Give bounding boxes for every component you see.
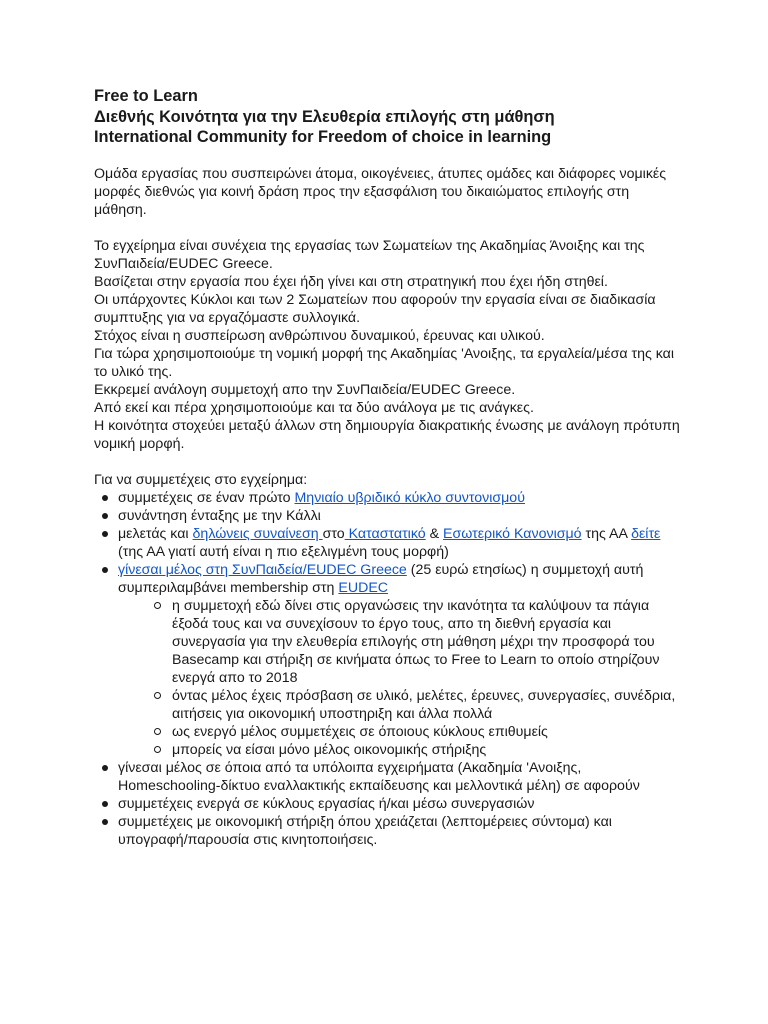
body-line: Εκκρεμεί ανάλογη συμμετοχή απο την ΣυνΠαιδεία/EUDEC Greece. <box>94 381 516 398</box>
bullet-text: (25 ευρώ ετησίως) η συμμετοχή αυτή συμπεριλαμβάνει membership στη <box>118 561 644 596</box>
list-item <box>118 561 684 759</box>
document-title <box>94 86 684 148</box>
bullet-text: & <box>425 525 443 542</box>
list-item <box>118 759 684 795</box>
body-paragraph <box>94 237 684 453</box>
intro-paragraph: Ομάδα εργασίας που συσπειρώνει άτομα, οικογένειες, άτυπες ομάδες και διάφορες νομικές μορφές διεθνώς για κοινή δράση προς την εξασφάλιση του δικαιώματος επιλογής στη μάθηση. <box>94 165 667 218</box>
see-link[interactable]: δείτε <box>631 525 661 542</box>
membership-sublist <box>118 597 684 759</box>
statute-link[interactable]: Καταστατικό <box>344 525 426 542</box>
list-item <box>118 489 684 507</box>
title-line-1: Free to Learn <box>94 87 198 105</box>
document-page <box>94 86 684 849</box>
sub-list-item: όντας μέλος έχεις πρόσβαση σε υλικό, μελέτες, έρευνες, συνεργασίες, συνέδρια, αιτήσεις για οικονομική υποστηριξη και άλλα πολλά <box>172 687 684 723</box>
bullet-text: (της ΑΑ γιατί αυτή είναι η πιο εξελιγμένη τους μορφή) <box>118 543 449 560</box>
body-line: Για τώρα χρησιμοποιούμε τη νομική μορφή της Ακαδημίας 'Ανοιξης, τα εργαλεία/μέσα της και το υλικό της. <box>94 345 675 380</box>
bullet-text: συνάντηση ένταξης με την Κάλλι <box>118 507 321 524</box>
participation-list <box>94 489 684 849</box>
sub-list-item: ως ενεργό μέλος συμμετέχεις σε όποιους κύκλους επιθυμείς <box>172 723 684 741</box>
bullet-text: συμμετέχεις ενεργά σε κύκλους εργασίας ή/και μέσω συνεργασιών <box>118 795 535 812</box>
sub-list-item: η συμμετοχή εδώ δίνει στις οργανώσεις την ικανότητα τα καλύψουν τα πάγια έξοδά τους και να συνεχίσουν το έργο τους, απο τη διεθνή εργασία και συνεργασία για την ελευθερία επιλογής στη μάθηση μέχρι την προσφορά του Basecamp και στήριξη σε κινήματα όπως το Free to Learn το οποίο στηρίζουν ενεργά απο το 2018 <box>172 597 684 687</box>
body-line: Το εγχείρημα είναι συνέχεια της εργασίας των Σωματείων της Ακαδημίας Άνοιξης και της ΣυνΠαιδεία/EUDEC Greece. <box>94 237 645 272</box>
body-line: Στόχος είναι η συσπείρωση ανθρώπινου δυναμικού, έρευνας και υλικού. <box>94 327 545 344</box>
internal-regulation-link[interactable]: Εσωτερικό Κανονισμό <box>443 525 582 542</box>
bullet-text: στο <box>322 525 345 542</box>
bullet-text: της ΑΑ <box>581 525 632 542</box>
body-line: Οι υπάρχοντες Κύκλοι και των 2 Σωματείων που αφορούν την εργασία είναι σε διαδικασία συμπτυξης για να εργαζόμαστε συλλογικά. <box>94 291 656 326</box>
body-line: Από εκεί και πέρα χρησιμοποιούμε και τα δύο ανάλογα με τις ανάγκες. <box>94 399 534 416</box>
body-line: Βασίζεται στην εργασία που έχει ήδη γίνει και στη στρατηγική που έχει ήδη στηθεί. <box>94 273 608 290</box>
bullet-text: γίνεσαι μέλος σε όποια από τα υπόλοιπα εγχειρήματα (Ακαδημία 'Ανοιξης, Homeschooling-δίκτυο εναλλακτικής εκπαίδευσης και μελλοντικά μέλη) σε αφορούν <box>118 759 640 794</box>
consent-link[interactable]: δηλώνεις συναίνεση <box>192 525 323 542</box>
body-line: Η κοινότητα στοχεύει μεταξύ άλλων στη δημιουργία διακρατικής ένωσης με ανάλογη πρότυπη νομική μορφή. <box>94 417 680 452</box>
list-item <box>118 795 684 813</box>
bullet-text: συμμετέχεις σε έναν πρώτο <box>118 489 295 506</box>
title-line-2: Διεθνής Κοινότητα για την Ελευθερία επιλογής στη μάθηση <box>94 107 555 126</box>
sub-list-item: μπορείς να είσαι μόνο μέλος οικονομικής στήριξης <box>172 741 684 759</box>
eudec-link[interactable]: EUDEC <box>338 579 389 596</box>
synpaideia-membership-link[interactable]: γίνεσαι μέλος στη ΣυνΠαιδεία/EUDEC Greece <box>118 561 407 578</box>
bullet-text: μελετάς και <box>118 525 193 542</box>
list-item <box>118 507 684 525</box>
list-item <box>118 813 684 849</box>
participate-heading: Για να συμμετέχεις στο εγχείρημα: <box>94 471 308 488</box>
list-item <box>118 525 684 561</box>
title-line-3: International Community for Freedom of choice in learning <box>94 128 552 146</box>
bullet-text: συμμετέχεις με οικονομική στήριξη όπου χρειάζεται (λεπτομέρειες σύντομα) και υπογραφή/παρουσία στις κινητοποιήσεις. <box>118 813 612 848</box>
monthly-circle-link[interactable]: Μηνιαίο υβριδικό κύκλο συντονισμού <box>294 489 525 506</box>
